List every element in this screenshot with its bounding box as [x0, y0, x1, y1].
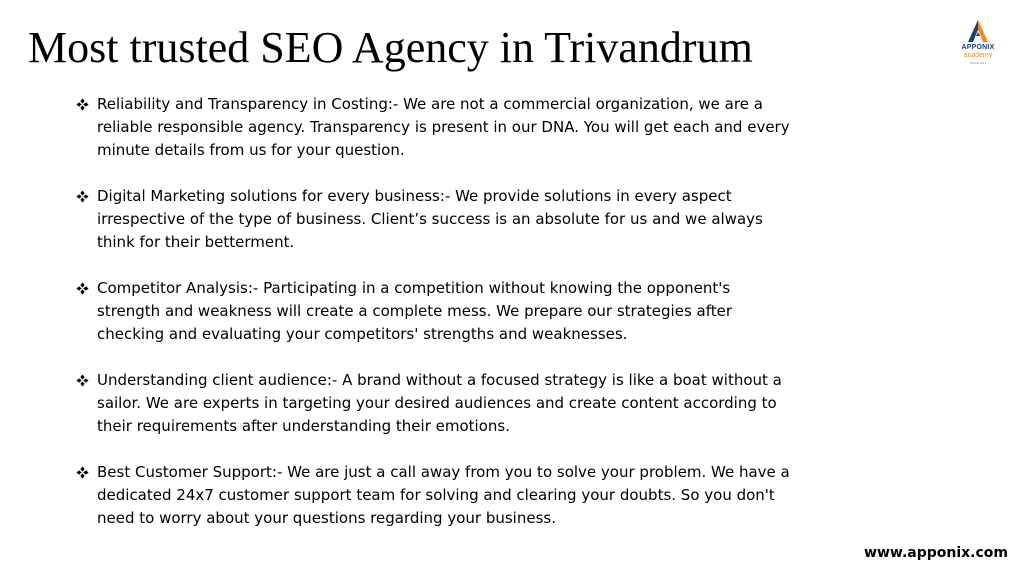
four-diamond-icon: [76, 98, 89, 111]
bullet-item: [76, 277, 796, 346]
bullet-item: [76, 461, 796, 530]
bullet-text: Reliability and Transparency in Costing:- We are not a commercial organization, we are a reliable responsible agency. Transparency is present in our DNA. You will get each and every minute details from us for your question.: [97, 95, 790, 159]
apponix-logo: [954, 18, 1002, 70]
bullet-item: [76, 369, 796, 438]
bullet-text: Digital Marketing solutions for every business:- We provide solutions in every aspect irrespective of the type of business. Client’s success is an absolute for us and we always think for their betterment.: [97, 187, 763, 251]
bullet-item: [76, 93, 796, 162]
bullet-item: [76, 185, 796, 254]
logo-sub-text: academy: [963, 52, 993, 59]
apponix-logo-icon: [954, 18, 1002, 44]
slide-title: Most trusted SEO Agency in Trivandrum: [28, 23, 753, 72]
logo-brand-text: APPONIX: [961, 44, 995, 51]
bullet-text: Understanding client audience:- A brand without a focused strategy is like a boat without a sailor. We are experts in targeting your desired audiences and create content according to their requirements after understanding their emotions.: [97, 371, 782, 435]
bullet-text: Best Customer Support:- We are just a call away from you to solve your problem. We have a dedicated 24x7 customer support team for solving and clearing your doubts. So you don't need to worry about your questions regarding your business.: [97, 463, 790, 527]
four-diamond-icon: [76, 282, 89, 295]
logo-tagline: SINCE 2013: [969, 61, 987, 65]
bullet-text: Competitor Analysis:- Participating in a competition without knowing the opponent's strength and weakness will create a complete mess. We prepare our strategies after checking and evaluating your competitors' strengths and weaknesses.: [97, 279, 733, 343]
footer-website-link[interactable]: www.apponix.com: [864, 545, 1008, 561]
bullet-list: [76, 93, 796, 553]
four-diamond-icon: [76, 190, 89, 203]
four-diamond-icon: [76, 374, 89, 387]
four-diamond-icon: [76, 466, 89, 479]
